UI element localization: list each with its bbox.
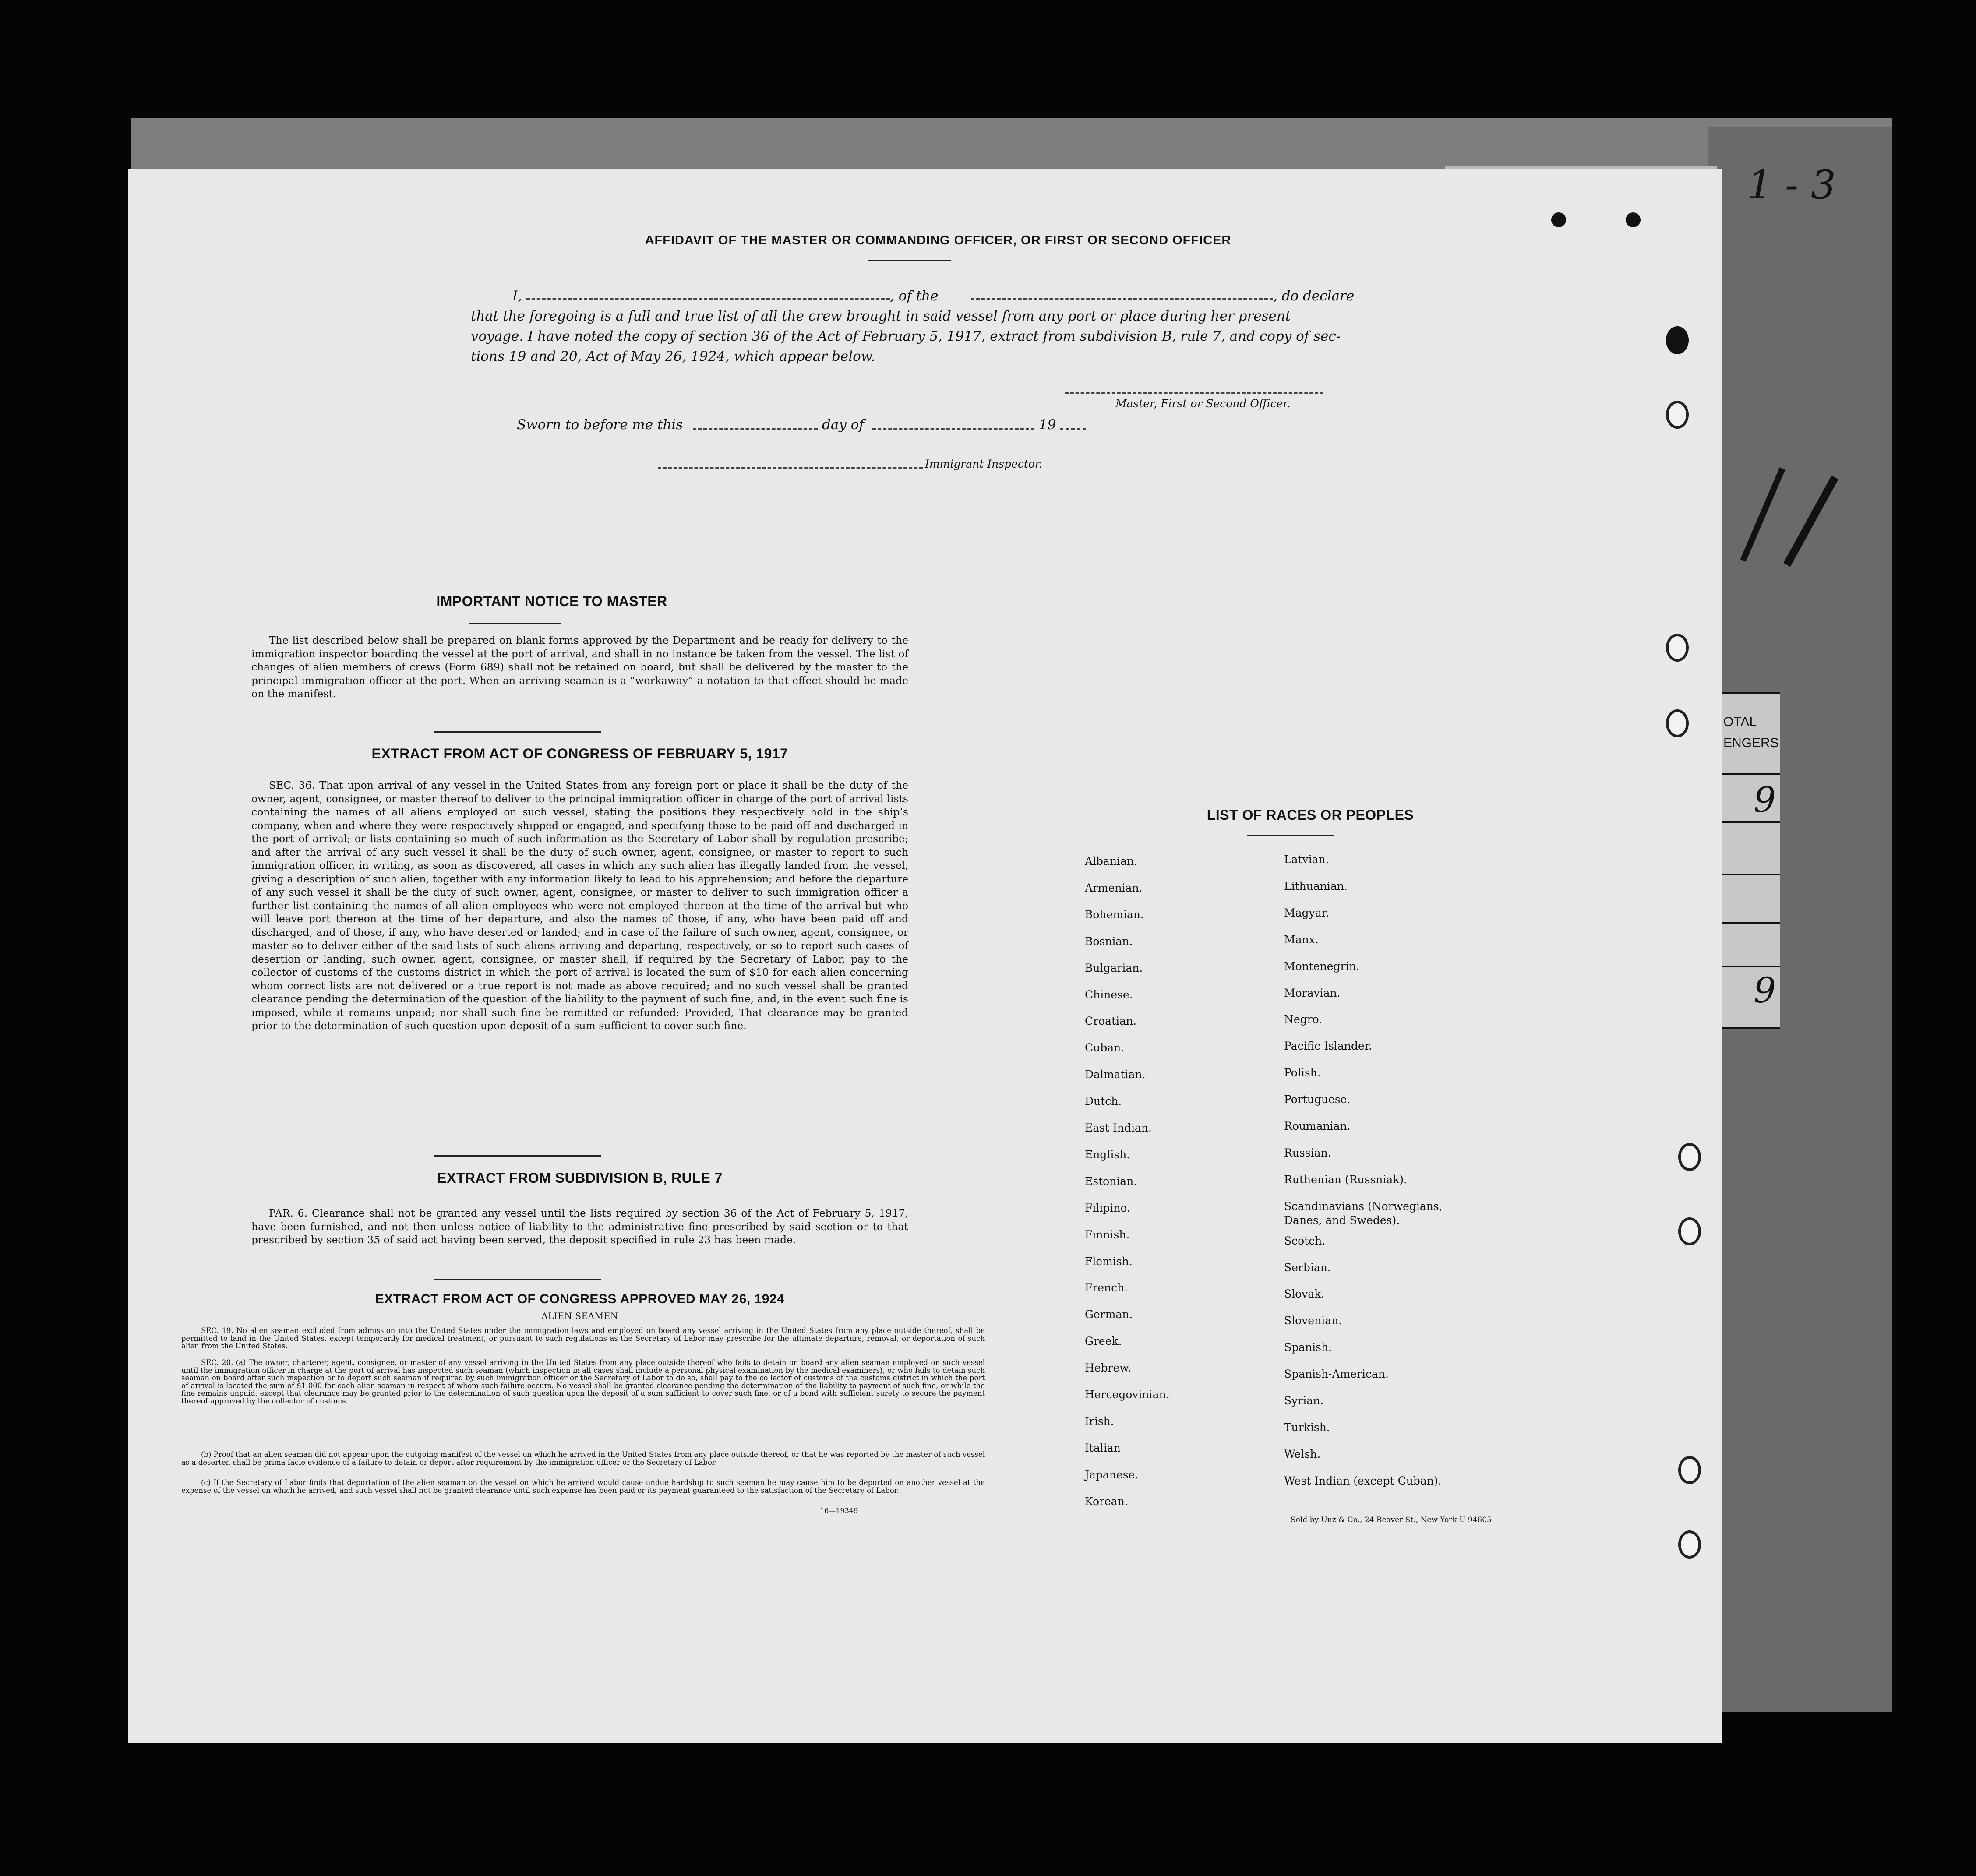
race-item: French.: [1085, 1281, 1128, 1294]
binder-hole: [1678, 1456, 1701, 1484]
stub-value-2: 9: [1754, 970, 1776, 1011]
stub-header: [1723, 712, 1779, 754]
race-item: Syrian.: [1284, 1394, 1324, 1407]
binder-hole: [1666, 634, 1689, 662]
binder-hole: [1666, 401, 1689, 429]
total-passengers-stub: [1717, 692, 1780, 1029]
sworn-day-blank: [693, 428, 818, 430]
race-item: Korean.: [1085, 1495, 1128, 1508]
race-item: Slovak.: [1284, 1287, 1325, 1301]
sworn-day: day of: [822, 417, 864, 433]
stub-rule: [1719, 966, 1780, 967]
race-item: Finnish.: [1085, 1228, 1130, 1241]
race-item: West Indian (except Cuban).: [1284, 1474, 1442, 1487]
race-item: Dalmatian.: [1085, 1068, 1146, 1081]
race-item: Hercegovinian.: [1085, 1388, 1170, 1401]
punch-mark: [1551, 212, 1566, 227]
extract-1917-body: SEC. 36. That upon arrival of any vessel in the United States from any foreign port or place it shall be the duty of the owner, agent, consignee, or master thereof to deliver to the principal immigration officer in charge of the port of arrival lists containing the names of all aliens employed on such vessel, stating the positions they respectively hold in the ship’s company, when and where they were respectively shipped or engaged, and specifying those to be paid off and discharged in the port of arrival; or lists containing so much of such information as the Secretary of Labor shall by regulation prescribe; and after the arrival of any such vessel it shall be the duty of such owner, agent, consignee, or master to report to such immigration officer, in writing, as soon as discovered, all cases in which any such alien has illegally landed from the vessel, giving a description of such alien, together with any information likely to lead to his apprehension; and before the departure of any such vessel it shall be the duty of such owner, agent, consignee, or master to deliver to such immigration officer a further list containing the names of all alien employees who were not employed thereon at the time of the arrival but who will leave port thereon at the time of her departure, and also the names of those, if any, who have been paid off and discharged, and of those, if any, who have deserted or landed; and in case of the failure of such owner, agent, consignee, or master so to deliver either of the said lists of such aliens arriving and departing, respectively, or so to report such cases of desertion or landing, such owner, agent, consignee, or master shall, if required by the Secretary of Labor, pay to the collector of customs of the customs district in which the port of arrival is located the sum of $10 for each alien concerning whom correct lists are not delivered or a true report is not made as above required; and no such vessel shall be granted clearance pending the determination of the question of the liability to the payment of such fine, and, in the event such fine is imposed, while it remains unpaid; nor shall such fine be remitted or refunded: Provided, That clearance may be granted prior to the determination of such question upon deposit of a sum sufficient to cover such fine.: [251, 779, 908, 1032]
race-item: Italian: [1085, 1441, 1121, 1454]
race-item: Bosnian.: [1085, 934, 1133, 948]
notice-body: The list described below shall be prepared on blank forms approved by the Department and be ready for delivery to the immigration inspector boarding the vessel at the port of arrival, and shall in no instance be taken from the vessel. The list of changes of alien members of crews (Form 689) shall not be retained on board, but shall be delivered by the master to the principal immigration officer at the port. When an arriving seaman is a “workaway” a notation to that effect should be made on the manifest.: [251, 634, 908, 700]
races-underline: [1247, 835, 1334, 836]
race-item: Spanish-American.: [1284, 1368, 1389, 1381]
affidavit-title: AFFIDAVIT OF THE MASTER OR COMMANDING OFFICER, OR FIRST OR SECOND OFFICER: [645, 233, 1231, 247]
race-item: Serbian.: [1284, 1261, 1331, 1274]
race-item: Welsh.: [1284, 1447, 1321, 1460]
race-item: Dutch.: [1085, 1095, 1122, 1108]
extract-1924-title: EXTRACT FROM ACT OF CONGRESS APPROVED MAY 26, 1924: [375, 1292, 785, 1306]
affidavit-body-line3: voyage. I have noted the copy of section 36 of the Act of February 5, 1917, extract from subdivision B, rule 7, and copy of sec-: [471, 328, 1341, 344]
divider: [434, 731, 601, 733]
race-item: Montenegrin.: [1284, 959, 1360, 973]
race-item: Manx.: [1284, 933, 1319, 946]
notice-title: IMPORTANT NOTICE TO MASTER: [436, 593, 667, 609]
race-item: Russian.: [1284, 1146, 1331, 1159]
master-caption: Master, First or Second Officer.: [1115, 397, 1291, 410]
vessel-blank: [971, 298, 1273, 300]
sworn-year: 19: [1039, 417, 1056, 433]
binder-hole: [1666, 326, 1689, 354]
race-item: Hebrew.: [1085, 1361, 1131, 1375]
inspector-signature-line: [658, 467, 923, 469]
binder-hole: [1678, 1217, 1701, 1245]
stub-value-1: 9: [1754, 779, 1776, 820]
race-item: Scotch.: [1284, 1234, 1326, 1247]
affidavit-body-line2: that the foregoing is a full and true list of all the crew brought in said vessel from any port or place during her present: [471, 308, 1291, 324]
stub-rule: [1719, 874, 1780, 875]
sec20a-text: SEC. 20. (a) The owner, charterer, agent, consignee, or master of any vessel arriving in the United States from any place outside thereof who fails to detain on board any alien seaman employed on such vessel until the immigration officer in charge at the port of arrival has inspected such seaman (which inspection in all cases shall include a personal physical examination by the medical examiners), or who fails to detain such seaman on board after such inspection or to deport such seaman if required by such immigration officer or the Secretary of Labor to do so, shall pay to the collector of customs of the customs district in which the port of arrival is located the sum of $1,000 for each alien seaman in respect of whom such failure occurs. No vessel shall be granted clearance pending the determination of the liability to payment of such fine, or while the fine remains unpaid, except that clearance may be granted prior to the determination of such question upon the deposit of a sum sufficient to cover such fine, or of a bond with sufficient surety to secure the payment thereof approved by the collector of customs.: [181, 1358, 985, 1405]
corner-handwritten-note: 1 - 3: [1747, 162, 1836, 208]
inspector-caption: Immigrant Inspector.: [925, 458, 1043, 470]
race-item: Pacific Islander.: [1284, 1040, 1372, 1053]
race-item: Chinese.: [1085, 988, 1133, 1001]
divider: [434, 1155, 601, 1157]
affidavit-of-the: , of the: [890, 288, 939, 304]
rule7-title: EXTRACT FROM SUBDIVISION B, RULE 7: [437, 1170, 723, 1186]
stub-header-line1: OTAL: [1723, 715, 1757, 729]
race-item: Lithuanian.: [1284, 879, 1348, 892]
sworn-prefix: Sworn to before me this: [517, 417, 683, 433]
race-item: Magyar.: [1284, 906, 1329, 919]
stub-rule: [1719, 922, 1780, 924]
affidavit-do-declare: , do declare: [1273, 288, 1355, 304]
race-item: Scandinavians (Norwegians, Danes, and Swedes).: [1284, 1199, 1443, 1227]
race-item: Polish.: [1284, 1066, 1321, 1079]
race-item: English.: [1085, 1148, 1130, 1161]
binder-hole: [1678, 1530, 1701, 1559]
race-item: Moravian.: [1284, 986, 1341, 999]
race-item: Estonian.: [1085, 1174, 1137, 1188]
race-item: Filipino.: [1085, 1201, 1130, 1214]
handwritten-slash-marks: [1734, 460, 1857, 574]
race-item: Spanish.: [1284, 1341, 1332, 1354]
race-item: Latvian.: [1284, 853, 1329, 866]
race-item: Turkish.: [1284, 1421, 1330, 1434]
stub-rule: [1719, 773, 1780, 775]
extract-1917-title: EXTRACT FROM ACT OF CONGRESS OF FEBRUARY 5, 1917: [371, 746, 788, 762]
rule7-body: PAR. 6. Clearance shall not be granted any vessel until the lists required by section 36 of the Act of February 5, 1917, have been furnished, and not then unless notice of liability to the administrative fine prescribed by said section or to that prescribed by section 35 of said act having been served, the deposit specified in rule 23 has been made.: [251, 1207, 908, 1246]
affidavit-i: I,: [512, 288, 522, 304]
race-item: Bulgarian.: [1085, 961, 1143, 974]
race-item: German.: [1085, 1308, 1133, 1321]
race-item: Albanian.: [1085, 855, 1138, 867]
race-item: Irish.: [1085, 1414, 1114, 1428]
race-item: East Indian.: [1085, 1121, 1152, 1134]
title-underline: [868, 260, 951, 261]
notice-underline: [469, 623, 561, 624]
sworn-month-blank: [872, 428, 1034, 430]
sec20c-text: (c) If the Secretary of Labor finds that deportation of the alien seaman on the vessel on which he arrived would cause undue hardship to such seaman he may cause him to be deported on another vessel at the expense of the vessel on which he arrived, and such vessel shall not be granted clearance until such expense has been paid or its payment guaranteed to the satisfaction of the Secretary of Labor.: [181, 1478, 985, 1495]
binder-hole: [1678, 1143, 1701, 1171]
race-item: Greek.: [1085, 1335, 1122, 1348]
extract-1924-subtitle: ALIEN SEAMEN: [541, 1311, 618, 1321]
printer-imprint: Sold by Unz & Co., 24 Beaver St., New York U 94605: [1291, 1516, 1492, 1524]
races-title: LIST OF RACES OR PEOPLES: [1207, 807, 1414, 823]
race-item: Cuban.: [1085, 1041, 1125, 1054]
affidavit-page: [128, 169, 1722, 1743]
race-item: Negro.: [1284, 1013, 1323, 1026]
stub-header-line2: ENGERS: [1723, 736, 1779, 750]
binder-hole: [1666, 709, 1689, 737]
master-signature-line: [1065, 392, 1323, 394]
race-item: Portuguese.: [1284, 1093, 1351, 1106]
race-item: Slovenian.: [1284, 1314, 1342, 1327]
sec19-text: SEC. 19. No alien seaman excluded from admission into the United States under the immigration laws and employed on board any vessel arriving in the United States from any place outside thereof, shall be permitted to land in the United States, except temporarily for medical treatment, or pursuant to such regulations as the Secretary of Labor may prescribe for the ultimate departure, removal, or deportation of such alien from the United States.: [181, 1326, 985, 1350]
race-item: Bohemian.: [1085, 908, 1144, 921]
race-item: Roumanian.: [1284, 1120, 1351, 1132]
name-blank: [526, 298, 890, 300]
punch-mark: [1626, 212, 1641, 227]
stub-rule: [1719, 821, 1780, 823]
race-item: Armenian.: [1085, 881, 1143, 894]
race-item: Japanese.: [1085, 1468, 1139, 1481]
race-item: Flemish.: [1085, 1255, 1133, 1268]
sec20b-text: (b) Proof that an alien seaman did not appear upon the outgoing manifest of the vessel on which he arrived in the United States from any place outside thereof, or that he was reported by the master of such vessel as a deserter, shall be prima facie evidence of a failure to detain or deport after requirement by the immigration officer or the Secretary of Labor.: [181, 1450, 985, 1467]
sworn-year-blank: [1060, 428, 1086, 430]
race-item: Ruthenian (Russniak).: [1284, 1173, 1408, 1186]
affidavit-body-line4: tions 19 and 20, Act of May 26, 1924, which appear below.: [471, 349, 875, 364]
race-item: Croatian.: [1085, 1015, 1137, 1028]
divider: [434, 1279, 601, 1280]
form-number: 16—19349: [820, 1506, 858, 1515]
